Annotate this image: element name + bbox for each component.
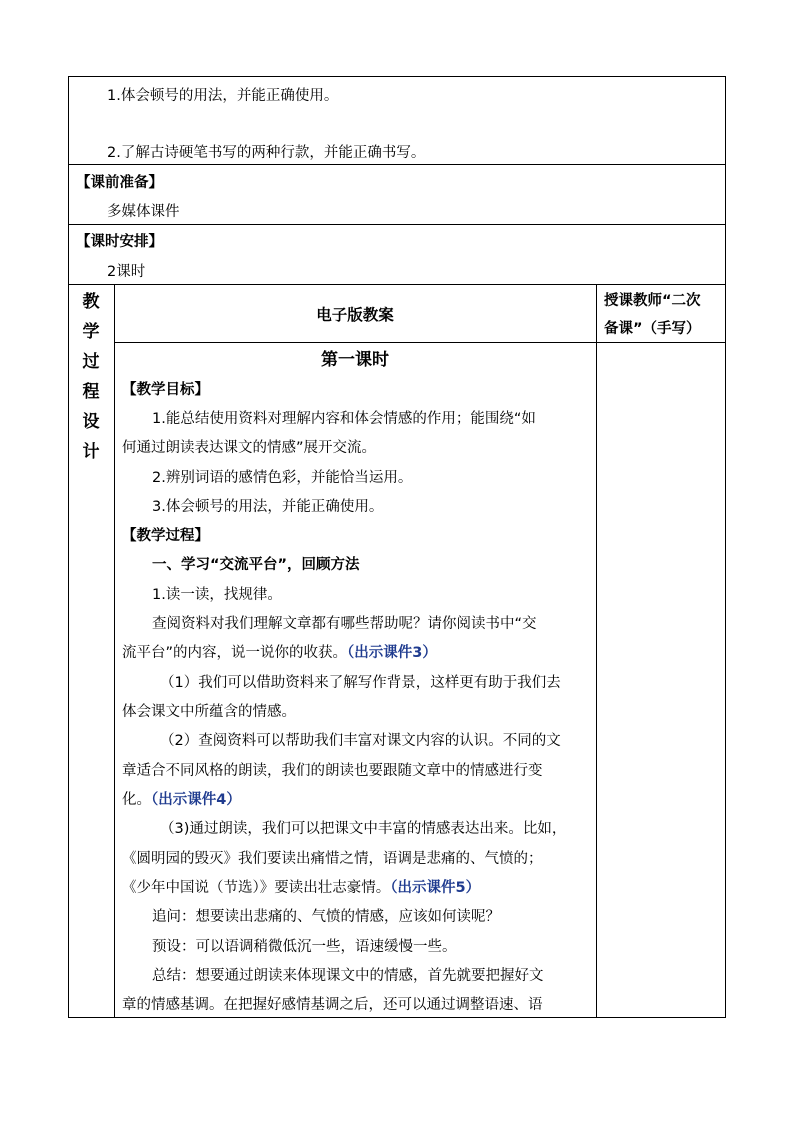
- note-column-divider: [596, 284, 597, 1018]
- goal-1-line1: 1.能总结使用资料对理解内容和体会情感的作用；能围绕“如: [152, 411, 536, 427]
- note-column-header-line2: 备课”（手写）: [604, 321, 701, 337]
- summary-line2: 章的情感基调。在把握好感情基调之后，还可以通过调整语速、语: [122, 997, 543, 1013]
- para-2-line1: （1）我们可以借助资料来了解写作背景，这样更有助于我们去: [160, 675, 561, 691]
- step-1: 1.读一读，找规律。: [152, 587, 282, 603]
- para-3-line3: 化。（出示课件4）: [122, 792, 241, 808]
- para-2-line2: 体会课文中所蕴含的情感。: [122, 704, 296, 720]
- table-border-bottom: [68, 1017, 726, 1018]
- courseware-3-ref: （出示课件3）: [347, 645, 437, 661]
- para-4-line3: 《少年中国说（节选）》要读出壮志豪情。（出示课件5）: [122, 880, 481, 896]
- para-3-line1: （2）查阅资料可以帮助我们丰富对课文内容的认识。不同的文: [160, 733, 561, 749]
- para-3-line2: 章适合不同风格的朗读，我们的朗读也要跟随文章中的情感进行变: [122, 763, 543, 779]
- goal-2: 2.辨别词语的感情色彩，并能恰当运用。: [152, 470, 413, 486]
- preset-answer: 预设：可以语调稍微低沉一些，语速缓慢一些。: [152, 939, 457, 955]
- table-border-left: [68, 76, 69, 1018]
- courseware-4-ref: （出示课件4）: [151, 792, 241, 808]
- para-4-line1: （3)通过朗读，我们可以把课文中丰富的情感表达出来。比如，: [160, 821, 567, 837]
- para-1-line1: 查阅资料对我们理解文章都有哪些帮助呢？请你阅读书中“交: [152, 616, 537, 632]
- prep-heading: 【课前准备】: [76, 175, 163, 191]
- prep-content: 多媒体课件: [107, 204, 180, 220]
- process-heading: 【教学过程】: [122, 528, 209, 544]
- summary-line1: 总结：想要通过朗读来体现课文中的情感，首先就要把握好文: [152, 968, 544, 984]
- table-border-right: [725, 76, 726, 1018]
- header-divider: [114, 342, 726, 343]
- main-column-header: 电子版教案: [316, 306, 394, 324]
- schedule-content: 2课时: [107, 264, 146, 280]
- row-divider: [68, 284, 726, 285]
- side-label-teaching-process-design: 教 学 过 程 设 计: [82, 292, 100, 462]
- schedule-heading: 【课时安排】: [76, 234, 163, 250]
- goal-1-line2: 何通过朗读表达课文的情感”展开交流。: [122, 440, 377, 456]
- note-column-header-line1: 授课教师“二次: [604, 293, 701, 309]
- para-1-line2: 流平台”的内容，说一说你的收获。（出示课件3）: [122, 645, 437, 661]
- side-column-divider: [114, 284, 115, 1018]
- row-divider: [68, 164, 726, 165]
- goals-heading: 【教学目标】: [122, 382, 209, 398]
- table-border-top: [68, 76, 726, 77]
- para-4-line2: 《圆明园的毁灭》我们要读出痛惜之情，语调是悲痛的、气愤的；: [122, 851, 543, 867]
- follow-up-question: 追问：想要读出悲痛的、气愤的情感，应该如何读呢？: [152, 909, 500, 925]
- section-1-heading: 一、学习“交流平台”，回顾方法: [152, 557, 360, 573]
- goal-3: 3.体会顿号的用法，并能正确使用。: [152, 499, 384, 515]
- top-goal-2: 2.了解古诗硬笔书写的两种行款，并能正确书写。: [107, 145, 426, 161]
- courseware-5-ref: （出示课件5）: [390, 880, 481, 896]
- top-goal-1: 1.体会顿号的用法，并能正确使用。: [107, 88, 339, 104]
- row-divider: [68, 224, 726, 225]
- lesson-title: 第一课时: [321, 350, 389, 370]
